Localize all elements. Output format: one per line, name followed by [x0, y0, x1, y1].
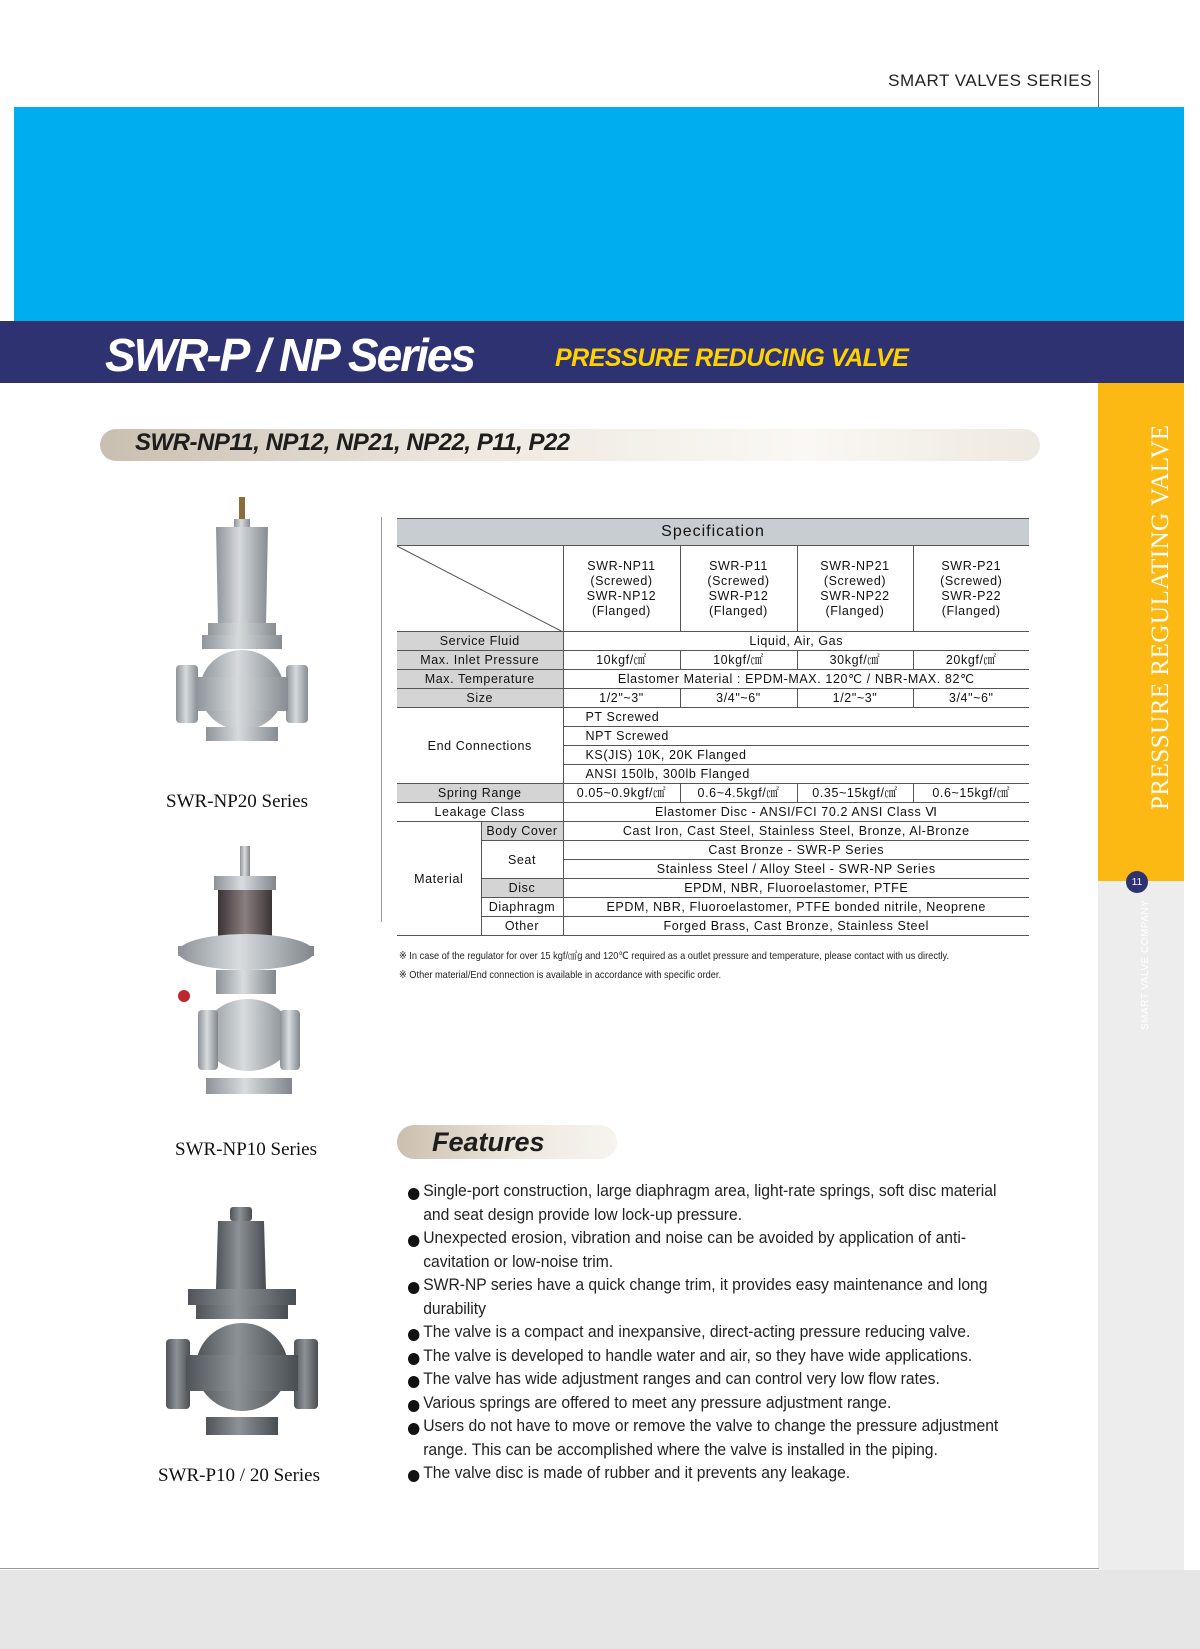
col-2-model-screwed: SWR-P11	[709, 558, 768, 573]
list-item	[408, 1274, 1016, 1321]
spec-row-disc	[397, 879, 1029, 898]
list-item	[408, 1321, 1016, 1345]
valve-np10-image	[168, 840, 328, 1110]
col-4-type-screwed: (Screwed)	[940, 573, 1003, 588]
spec-row-body-cover	[397, 822, 1029, 841]
spec-title-row	[397, 519, 1029, 546]
side-tab-label: PRESSURE REGULATING VALVE	[1147, 424, 1174, 810]
body-cover-value: Cast Iron, Cast Steel, Stainless Steel, Bronze, Al-Bronze	[563, 822, 1029, 841]
features-list	[408, 1180, 1016, 1486]
col-3-type-screwed: (Screwed)	[823, 573, 887, 588]
spec-row-max-temp	[397, 670, 1029, 689]
diaphragm-value: EPDM, NBR, Fluoroelastomer, PTFE bonded nitrile, Neoprene	[563, 898, 1029, 917]
corner-diagonal-line	[397, 546, 563, 632]
series-label: SMART VALVES SERIES	[888, 71, 1092, 90]
leakage-value: Elastomer Disc - ANSI/FCI 70.2 ANSI Class Ⅵ	[563, 803, 1029, 822]
col-1-type-flanged: (Flanged)	[592, 603, 651, 618]
end-connection-option: ANSI 150lb, 300lb Flanged	[563, 765, 1029, 784]
bullet-icon	[408, 1235, 419, 1247]
spec-row-diaphragm	[397, 898, 1029, 917]
spec-col-4	[913, 546, 1029, 632]
material-label: Material	[397, 822, 481, 936]
spec-corner-cell	[397, 546, 563, 632]
feature-text: The valve is a compact and inexpansive, direct-acting pressure reducing valve.	[423, 1323, 971, 1341]
page-subtitle: PRESSURE REDUCING VALVE	[555, 344, 909, 372]
note-1: ※ In case of the regulator for over 15 kgf/㎠g and 120℃ required as a outlet pressure and temperature, please contact with us directly.	[399, 950, 950, 962]
bullet-icon	[408, 1329, 419, 1341]
size-value: 1/2"~3"	[797, 689, 913, 708]
body-cover-label: Body Cover	[481, 822, 563, 841]
spec-title: Specification	[397, 519, 1029, 546]
valve-caption-np20: SWR-NP20 Series	[166, 791, 308, 812]
spec-row-end-conn-1	[397, 708, 1029, 727]
col-4-model-screwed: SWR-P21	[941, 558, 1002, 573]
col-1-type-screwed: (Screwed)	[590, 573, 653, 588]
service-fluid-value: Liquid, Air, Gas	[563, 632, 1029, 651]
list-item	[408, 1368, 1016, 1392]
list-item	[408, 1227, 1016, 1274]
list-item	[408, 1345, 1016, 1369]
spec-row-seat-1	[397, 841, 1029, 860]
col-3-model-screwed: SWR-NP21	[820, 558, 890, 573]
disc-label: Disc	[481, 879, 563, 898]
col-1-model-screwed: SWR-NP11	[587, 558, 656, 573]
size-value: 3/4"~6"	[680, 689, 797, 708]
col-2-type-flanged: (Flanged)	[709, 603, 768, 618]
spring-range-label: Spring Range	[397, 784, 563, 803]
bullet-icon	[408, 1353, 419, 1365]
size-value: 3/4"~6"	[913, 689, 1029, 708]
bullet-icon	[408, 1470, 419, 1482]
valve-caption-p10: SWR-P10 / 20 Series	[157, 1465, 321, 1486]
col-4-type-flanged: (Flanged)	[941, 603, 1001, 618]
size-label: Size	[397, 689, 563, 708]
seat-value: Cast Bronze - SWR-P Series	[563, 841, 1029, 860]
note-2: ※ Other material/End connection is available in accordance with specific order.	[399, 969, 722, 981]
bullet-icon	[408, 1188, 419, 1200]
feature-text: Single-port construction, large diaphragm area, light-rate springs, soft disc material and seat design provide low lock-up pressure.	[423, 1182, 997, 1224]
spec-row-other	[397, 917, 1029, 936]
feature-text: Various springs are offered to meet any pressure adjustment range.	[423, 1393, 892, 1412]
bullet-icon	[408, 1423, 419, 1435]
max-temp-label: Max. Temperature	[397, 670, 563, 689]
valve-caption-np10: SWR-NP10 Series	[175, 1139, 317, 1160]
spec-col-1	[563, 546, 680, 632]
col-3-type-flanged: (Flanged)	[825, 603, 885, 618]
seat-value: Stainless Steel / Alloy Steel - SWR-NP Series	[563, 860, 1029, 879]
spring-range-value: 0.6~4.5kgf/㎠	[680, 784, 797, 803]
end-connection-option: KS(JIS) 10K, 20K Flanged	[563, 746, 1029, 765]
banner-band	[14, 107, 1184, 321]
bullet-icon	[408, 1282, 419, 1294]
bullet-icon	[408, 1400, 419, 1412]
spec-col-2	[680, 546, 797, 632]
max-temp-value: Elastomer Material : EPDM-MAX. 120℃ / NBR-MAX. 82℃	[563, 670, 1029, 689]
bottom-divider	[0, 1568, 1099, 1569]
spec-col-3	[797, 546, 913, 632]
spec-row-max-inlet	[397, 651, 1029, 670]
spring-range-value: 0.6~15kgf/㎠	[913, 784, 1029, 803]
model-list: SWR-NP11, NP12, NP21, NP22, P11, P22	[135, 429, 570, 456]
disc-value: EPDM, NBR, Fluoroelastomer, PTFE	[563, 879, 1029, 898]
max-inlet-value: 20kgf/㎠	[913, 651, 1029, 670]
column-divider	[381, 517, 382, 922]
spring-range-value: 0.05~0.9kgf/㎠	[563, 784, 680, 803]
features-title: Features	[432, 1127, 545, 1157]
spec-column-header-row	[397, 546, 1029, 632]
col-3-model-flanged: SWR-NP22	[820, 588, 890, 603]
service-fluid-label: Service Fluid	[397, 632, 563, 651]
col-2-type-screwed: (Screwed)	[707, 573, 770, 588]
col-2-model-flanged: SWR-P12	[708, 588, 769, 603]
feature-text: The valve disc is made of rubber and it prevents any leakage.	[423, 1464, 851, 1482]
spring-range-value: 0.35~15kgf/㎠	[797, 784, 913, 803]
max-inlet-label: Max. Inlet Pressure	[397, 651, 563, 670]
diaphragm-label: Diaphragm	[481, 898, 563, 917]
col-1-model-flanged: SWR-NP12	[586, 588, 657, 603]
other-value: Forged Brass, Cast Bronze, Stainless Steel	[563, 917, 1029, 936]
list-item	[408, 1462, 1016, 1486]
valve-p10-image	[162, 1205, 322, 1450]
feature-text: Users do not have to move or remove the valve to change the pressure adjustment range. This can be accomplished where the valve is installed in the piping.	[423, 1417, 999, 1459]
bullet-icon	[408, 1376, 419, 1388]
end-connection-option: NPT Screwed	[563, 727, 1029, 746]
valve-np20-image	[168, 495, 318, 765]
feature-text: SWR-NP series have a quick change trim, it provides easy maintenance and long durability	[423, 1276, 988, 1318]
bottom-band	[0, 1570, 1200, 1649]
feature-text: Unexpected erosion, vibration and noise can be avoided by application of anti-cavitation or low-noise trim.	[423, 1229, 967, 1271]
spec-row-spring-range	[397, 784, 1029, 803]
feature-text: The valve has wide adjustment ranges and can control very low flow rates.	[423, 1370, 940, 1388]
other-label: Other	[481, 917, 563, 936]
page-number: 11	[1126, 871, 1148, 893]
side-company-label: SMART VALVE COMPANY	[1140, 899, 1151, 1030]
end-connections-label: End Connections	[397, 708, 563, 784]
max-inlet-value: 10kgf/㎠	[563, 651, 680, 670]
spec-row-size	[397, 689, 1029, 708]
spec-row-service-fluid	[397, 632, 1029, 651]
leakage-label: Leakage Class	[397, 803, 563, 822]
list-item	[408, 1415, 1016, 1462]
max-inlet-value: 30kgf/㎠	[797, 651, 913, 670]
max-inlet-value: 10kgf/㎠	[680, 651, 797, 670]
col-4-model-flanged: SWR-P22	[941, 588, 1002, 603]
size-value: 1/2"~3"	[563, 689, 680, 708]
page-title: SWR-P / NP Series	[105, 329, 475, 381]
list-item	[408, 1392, 1016, 1416]
end-connection-option: PT Screwed	[563, 708, 1029, 727]
specification-table	[397, 518, 1029, 936]
feature-text: The valve is developed to handle water and air, so they have wide applications.	[423, 1346, 973, 1365]
spec-row-leakage	[397, 803, 1029, 822]
list-item	[408, 1180, 1016, 1227]
seat-label: Seat	[481, 841, 563, 879]
